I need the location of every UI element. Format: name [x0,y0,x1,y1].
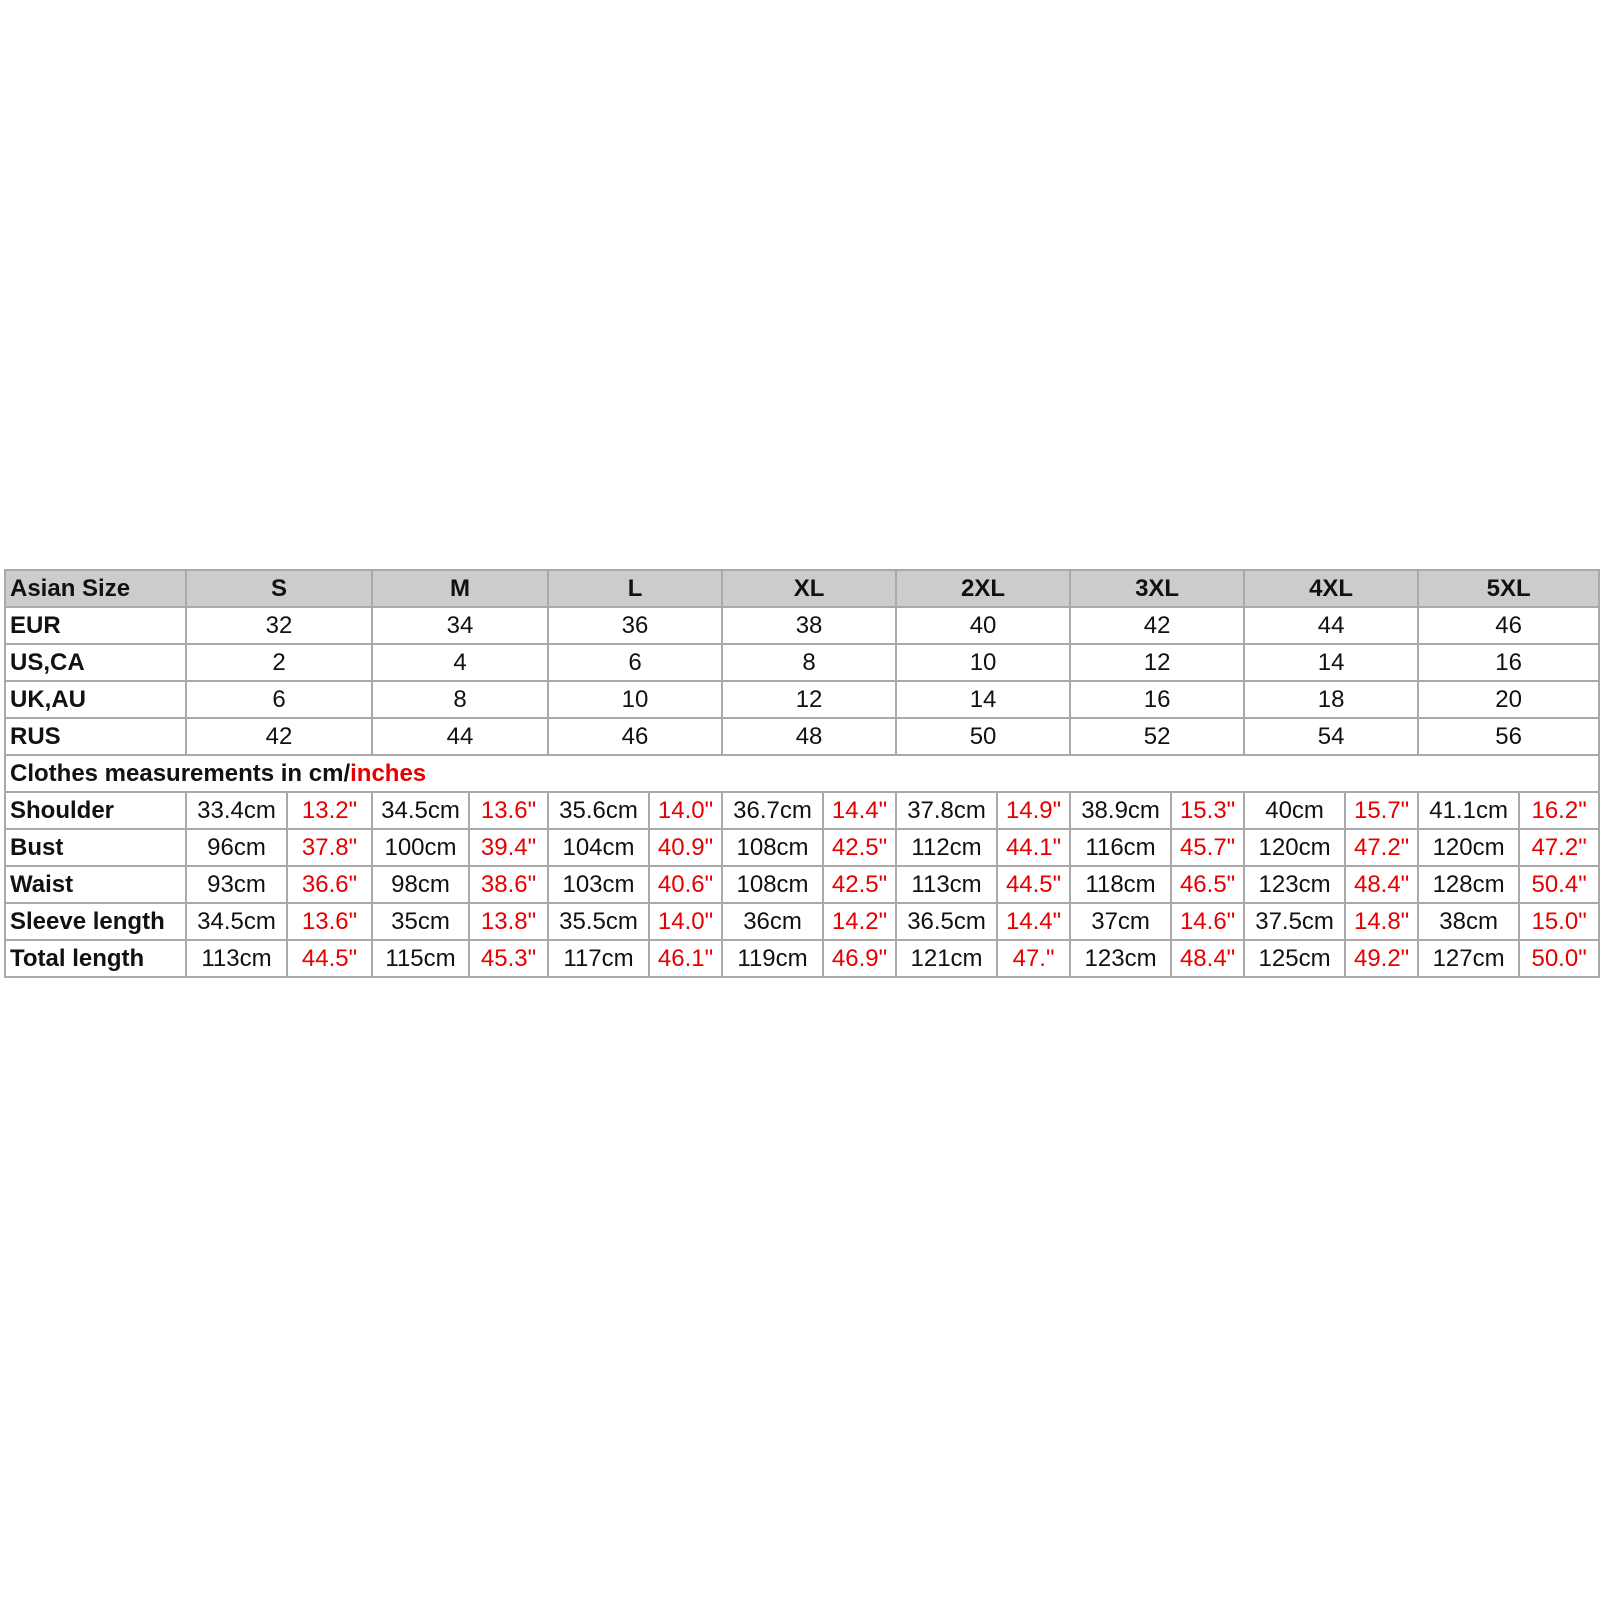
measurement-row [5,903,1599,940]
conversion-value: 42 [186,718,372,755]
conversion-value: 10 [548,681,722,718]
cm-value: 123cm [1070,940,1171,977]
inch-value: 14.4" [823,792,896,829]
row-label: Total length [5,940,186,977]
row-label: Bust [5,829,186,866]
section-row [5,755,1599,792]
conversion-value: 52 [1070,718,1244,755]
inch-value: 14.9" [997,792,1070,829]
inch-value: 44.5" [287,940,372,977]
conversion-value: 42 [1070,607,1244,644]
cm-value: 100cm [372,829,469,866]
measurement-row [5,940,1599,977]
measurement-row [5,866,1599,903]
inch-value: 14.0" [649,903,722,940]
cm-value: 112cm [896,829,997,866]
conversion-value: 32 [186,607,372,644]
conversion-value: 16 [1418,644,1599,681]
cm-value: 36.7cm [722,792,823,829]
size-header-label: Asian Size [5,570,186,607]
row-label: EUR [5,607,186,644]
inch-value: 44.5" [997,866,1070,903]
cm-value: 108cm [722,866,823,903]
row-label: US,CA [5,644,186,681]
cm-value: 104cm [548,829,649,866]
cm-value: 41.1cm [1418,792,1519,829]
cm-value: 34.5cm [186,903,287,940]
inch-value: 40.9" [649,829,722,866]
inch-value: 16.2" [1519,792,1599,829]
row-label: RUS [5,718,186,755]
cm-value: 120cm [1418,829,1519,866]
conversion-value: 14 [1244,644,1418,681]
size-chart-body [5,570,1599,977]
conversion-value: 36 [548,607,722,644]
section-title [5,755,1599,792]
inch-value: 46.5" [1171,866,1244,903]
cm-value: 117cm [548,940,649,977]
conversion-value: 10 [896,644,1070,681]
conversion-value: 40 [896,607,1070,644]
row-label: UK,AU [5,681,186,718]
cm-value: 113cm [186,940,287,977]
size-header-cell: 3XL [1070,570,1244,607]
cm-value: 113cm [896,866,997,903]
cm-value: 38cm [1418,903,1519,940]
inch-value: 46.1" [649,940,722,977]
cm-value: 128cm [1418,866,1519,903]
inch-value: 14.0" [649,792,722,829]
conversion-value: 4 [372,644,548,681]
cm-value: 35.6cm [548,792,649,829]
inch-value: 13.2" [287,792,372,829]
size-header-cell: S [186,570,372,607]
size-header-cell: XL [722,570,896,607]
conversion-value: 34 [372,607,548,644]
inch-value: 48.4" [1171,940,1244,977]
inch-value: 38.6" [469,866,548,903]
cm-value: 37.5cm [1244,903,1345,940]
conversion-value: 14 [896,681,1070,718]
cm-value: 33.4cm [186,792,287,829]
inch-value: 37.8" [287,829,372,866]
conversion-value: 8 [372,681,548,718]
size-header-row [5,570,1599,607]
inch-value: 13.6" [287,903,372,940]
inch-value: 50.4" [1519,866,1599,903]
section-title-prefix: Clothes measurements in cm/ [10,759,351,787]
conversion-value: 12 [722,681,896,718]
inch-value: 15.0" [1519,903,1599,940]
cm-value: 115cm [372,940,469,977]
inch-value: 47.2" [1345,829,1418,866]
cm-value: 119cm [722,940,823,977]
conversion-value: 54 [1244,718,1418,755]
conversion-value: 12 [1070,644,1244,681]
inch-value: 15.3" [1171,792,1244,829]
inch-value: 50.0" [1519,940,1599,977]
cm-value: 96cm [186,829,287,866]
cm-value: 37.8cm [896,792,997,829]
conversion-value: 6 [186,681,372,718]
inch-value: 14.8" [1345,903,1418,940]
conversion-row [5,644,1599,681]
conversion-value: 50 [896,718,1070,755]
inch-value: 14.6" [1171,903,1244,940]
conversion-row [5,718,1599,755]
conversion-value: 48 [722,718,896,755]
conversion-value: 46 [548,718,722,755]
cm-value: 36.5cm [896,903,997,940]
measurement-row [5,829,1599,866]
cm-value: 38.9cm [1070,792,1171,829]
conversion-value: 8 [722,644,896,681]
inch-value: 49.2" [1345,940,1418,977]
size-header-cell: M [372,570,548,607]
cm-value: 127cm [1418,940,1519,977]
cm-value: 103cm [548,866,649,903]
size-header-cell: 2XL [896,570,1070,607]
cm-value: 118cm [1070,866,1171,903]
inch-value: 46.9" [823,940,896,977]
inch-value: 44.1" [997,829,1070,866]
inch-value: 47.2" [1519,829,1599,866]
size-chart-table [4,569,1600,978]
cm-value: 93cm [186,866,287,903]
conversion-row [5,681,1599,718]
measurement-row [5,792,1599,829]
inch-value: 14.2" [823,903,896,940]
inch-value: 39.4" [469,829,548,866]
inch-value: 15.7" [1345,792,1418,829]
cm-value: 37cm [1070,903,1171,940]
cm-value: 120cm [1244,829,1345,866]
conversion-value: 20 [1418,681,1599,718]
row-label: Shoulder [5,792,186,829]
row-label: Waist [5,866,186,903]
cm-value: 35cm [372,903,469,940]
conversion-value: 56 [1418,718,1599,755]
cm-value: 116cm [1070,829,1171,866]
cm-value: 35.5cm [548,903,649,940]
section-title-highlight: inches [350,759,427,787]
conversion-row [5,607,1599,644]
conversion-value: 46 [1418,607,1599,644]
conversion-value: 38 [722,607,896,644]
conversion-value: 44 [372,718,548,755]
size-header-cell: L [548,570,722,607]
inch-value: 40.6" [649,866,722,903]
cm-value: 108cm [722,829,823,866]
row-label: Sleeve length [5,903,186,940]
inch-value: 36.6" [287,866,372,903]
size-header-cell: 5XL [1418,570,1599,607]
size-header-cell: 4XL [1244,570,1418,607]
inch-value: 45.7" [1171,829,1244,866]
cm-value: 34.5cm [372,792,469,829]
inch-value: 14.4" [997,903,1070,940]
conversion-value: 18 [1244,681,1418,718]
inch-value: 45.3" [469,940,548,977]
cm-value: 36cm [722,903,823,940]
conversion-value: 6 [548,644,722,681]
cm-value: 40cm [1244,792,1345,829]
inch-value: 42.5" [823,866,896,903]
cm-value: 121cm [896,940,997,977]
cm-value: 98cm [372,866,469,903]
inch-value: 48.4" [1345,866,1418,903]
inch-value: 13.6" [469,792,548,829]
cm-value: 123cm [1244,866,1345,903]
conversion-value: 44 [1244,607,1418,644]
inch-value: 13.8" [469,903,548,940]
cm-value: 125cm [1244,940,1345,977]
conversion-value: 16 [1070,681,1244,718]
inch-value: 47." [997,940,1070,977]
conversion-value: 2 [186,644,372,681]
inch-value: 42.5" [823,829,896,866]
